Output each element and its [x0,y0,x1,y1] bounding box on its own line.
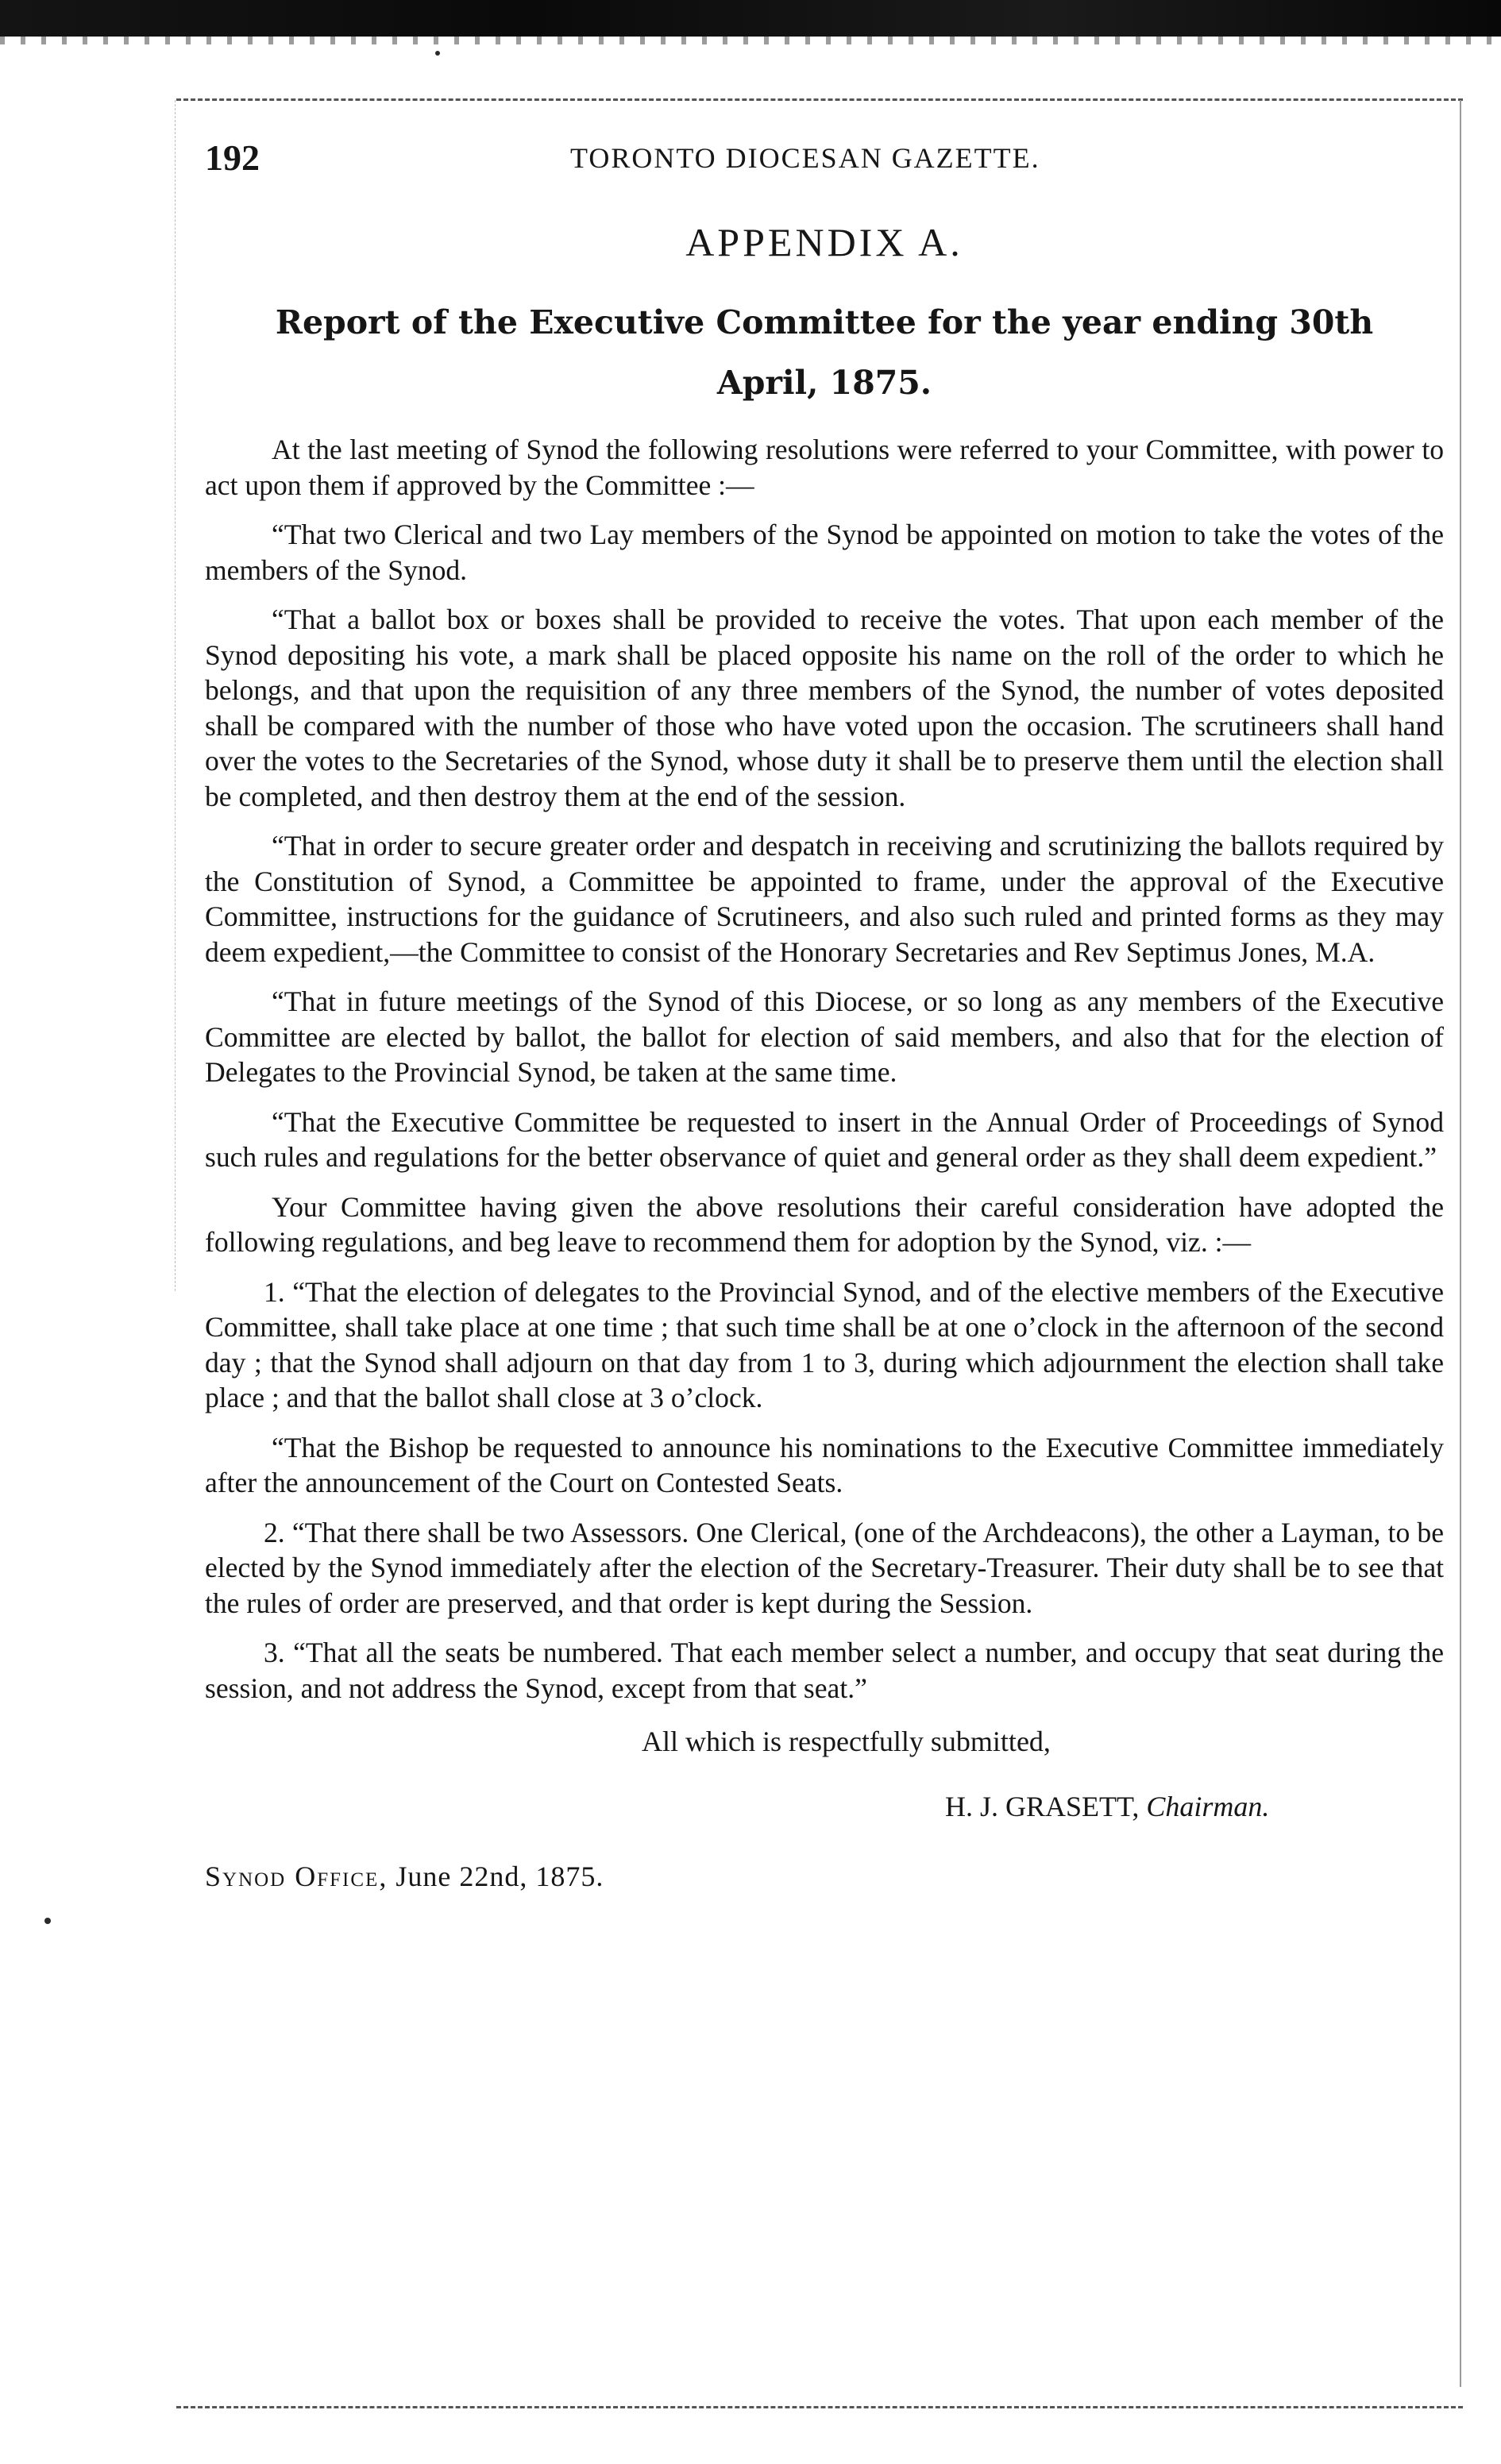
resolution-paragraph: “That a ballot box or boxes shall be provided to receive the votes. That upon each member of the Synod depositing his vote, a mark shall be placed opposite his name on the roll of the order to which he belongs, and that upon the requisition of any three members of the Synod, the number of votes deposited shall be compared with the number of those who have voted upon the occasion. The scrutineers shall hand over the votes to the Secretaries of the Synod, whose duty it shall be to preserve them until the election shall be completed, and then destroy them at the end of the session. [205,603,1444,812]
report-title [205,292,1444,413]
appendix-title: APPENDIX A. [685,220,963,264]
scan-top-noise [0,37,1501,44]
resolution-paragraph: “That in order to secure greater order and despatch in receiving and scrutinizing the ballots required by the Constitution of Synod, a Committee be appointed to frame, under the approval of the Executive Committee, instructions for the guidance of Scrutineers, and also such ruled and printed forms as they may deem expedient,—the Committee to consist of the Honorary Secretaries and Rev Septimus Jones, M.A. [205,830,1444,968]
closing-line: All which is respectfully submitted, [642,1726,1051,1757]
resolution-paragraph: “That in future meetings of the Synod of this Diocese, or so long as any members of the Executive Committee are elected by ballot, the ballot for election of said members, and also that for the election of Delegates to the Provincial Synod, be taken at the same time. [205,985,1444,1088]
signatory-title: Chairman. [1146,1791,1270,1822]
regulation-paragraph: 2. “That there shall be two Assessors. One Clerical, (one of the Archdeacons), the other a Layman, to be elected by the Synod immediately after the election of the Secretary-Treasurer. Their duty shall be to see that the rules of order are preserved, and that order is kept during the Session. [205,1516,1444,1619]
intro-paragraph: At the last meeting of Synod the following resolutions were referred to your Committee, with power to act upon them if approved by the Committee :— [205,434,1444,501]
committee-paragraph: Your Committee having given the above resolutions their careful consideration have adopted the following regulations, and beg leave to recommend them for adoption by the Synod, viz. :— [205,1190,1444,1258]
scan-speck [435,51,440,56]
page-left-rule [175,100,176,1291]
signatory-name: H. J. GRASETT, [945,1791,1140,1822]
page-number: 192 [205,137,260,178]
dateline-place: Synod Office, [205,1861,388,1892]
scan-speck [44,1918,51,1924]
regulation-paragraph: 1. “That the election of delegates to the Provincial Synod, and of the elective members of the Executive Committee, shall take place at one time ; that such time shall be at one o’clock in the afternoon of the second day ; that the Synod shall adjourn on that day from 1 to 3, during which adjournment the election shall take place ; and that the ballot shall close at 3 o’clock. [205,1275,1444,1413]
report-title-line-1: Report of the Executive Committee for the year ending 30th [275,303,1374,341]
running-title: TORONTO DIOCESAN GAZETTE. [570,142,1040,174]
resolution-paragraph: “That the Executive Committee be requested to insert in the Annual Order of Proceedings of Synod such rules and regulations for the better observance of quiet and general order as they shall deem expedient.” [205,1105,1444,1173]
gazette-page [205,127,1444,1893]
page-bottom-rule [176,2406,1463,2408]
resolution-paragraph: “That two Clerical and two Lay members of the Synod be appointed on motion to take the votes of the members of the Synod. [205,519,1444,586]
dateline-date: June 22nd, 1875. [396,1861,604,1892]
signature [205,1790,1444,1823]
dateline [205,1860,1444,1893]
regulation-paragraph: “That the Bishop be requested to announce his nominations to the Executive Committee immediately after the announcement of the Court on Contested Seats. [205,1431,1444,1498]
page-top-rule [176,98,1463,101]
page-right-rule [1460,100,1461,2387]
running-head [205,127,1444,186]
report-title-line-2: April, 1875. [716,364,932,402]
report-body [205,432,1444,1706]
scan-top-border [0,0,1501,37]
regulation-paragraph: 3. “That all the seats be numbered. That each member select a number, and occupy that seat during the session, and not address the Synod, except from that seat.” [205,1637,1444,1704]
